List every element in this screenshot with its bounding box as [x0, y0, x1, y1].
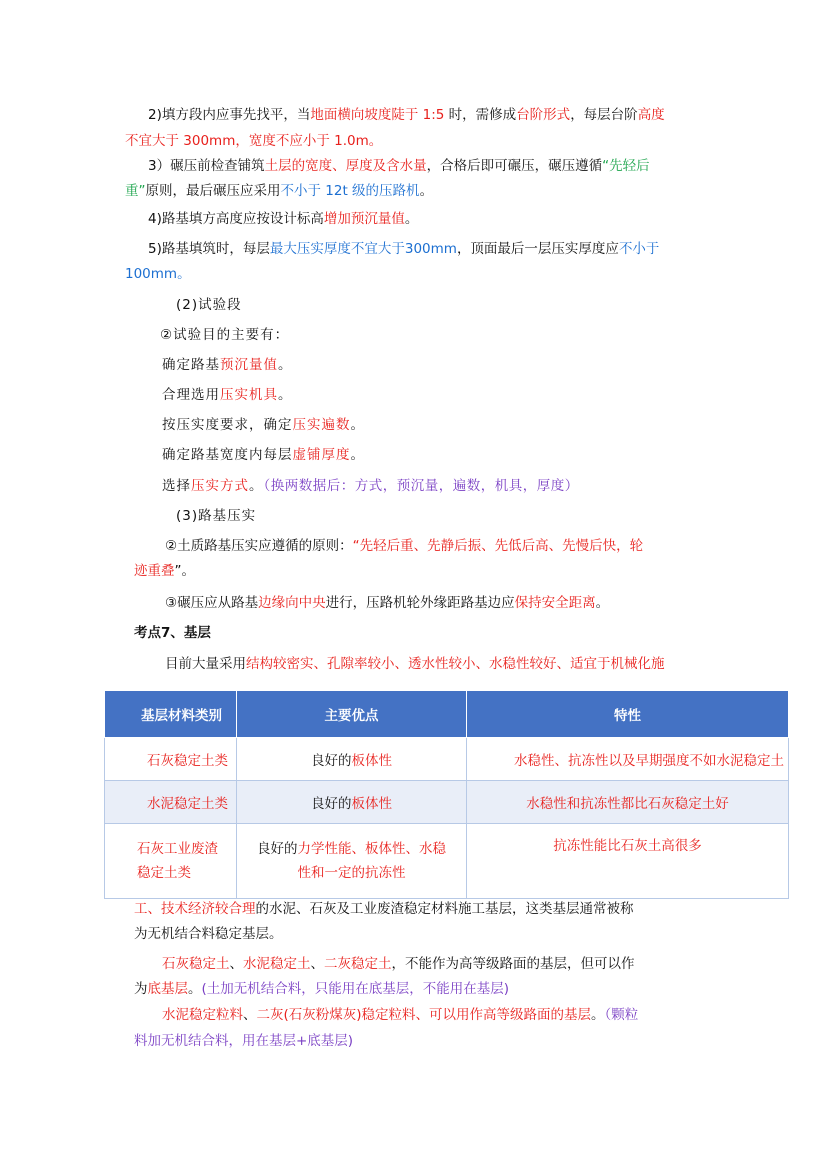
paragraph-compaction-check-line1: 3）碾压前检查铺筑土层的宽度、厚度及含水量，合格后即可碾压，碾压遵循“先轻后 [148, 158, 650, 174]
feature-cell: 水稳性、抗冻性以及早期强度不如水泥稳定土 [467, 738, 789, 781]
paragraph-inorganic-binder-line1: 工、技术经济较合理的水泥、石灰及工业废渣稳定材料施工基层，这类基层通常被称 [134, 901, 634, 917]
paragraph-fill-height: 4)路基填方高度应按设计标高增加预沉量值。 [148, 211, 419, 227]
paragraph-inorganic-binder-line2: 为无机结合料稳定基层。 [134, 926, 283, 942]
material-cell: 石灰稳定土类 [105, 738, 237, 781]
table-header-row [105, 691, 789, 738]
purpose-item-3: 按压实度要求，确定压实遍数。 [162, 417, 365, 433]
purpose-item-2: 合理选用压实机具。 [162, 387, 293, 403]
header-main-advantages: 主要优点 [237, 691, 467, 738]
heading-base-layer: 考点7、基层 [134, 625, 211, 641]
table-row [105, 738, 789, 781]
advantage-cell: 良好的力学性能、板体性、水稳 性和一定的抗冻性 [237, 824, 467, 899]
paragraph-fill-leveling-line2: 不宜大于 300mm，宽度不应小于 1.0m。 [125, 133, 383, 149]
material-cell: 石灰工业废渣 稳定土类 [105, 824, 237, 899]
section-heading-test-section: (2)试验段 [176, 297, 242, 313]
purpose-item-4: 确定路基宽度内每层虚铺厚度。 [162, 447, 365, 463]
advantage-cell: 良好的板体性 [237, 738, 467, 781]
feature-cell: 抗冻性能比石灰土高很多 [467, 824, 789, 899]
paragraph-base-intro: 目前大量采用结构较密实、孔隙率较小、透水性较小、水稳性较好、适宜于机械化施 [165, 656, 665, 672]
base-material-table [104, 690, 789, 899]
paragraph-rolling-direction: ③碾压应从路基边缘向中央进行，压路机轮外缘距路基边应保持安全距离。 [165, 595, 610, 611]
section-heading-compaction: (3)路基压实 [176, 508, 257, 524]
purpose-item-1: 确定路基预沉量值。 [162, 357, 293, 373]
advantage-cell: 良好的板体性 [237, 781, 467, 824]
paragraph-fill-leveling-line1: 2)填方段内应事先找平，当地面横向坡度陡于 1:5 时，需修成台阶形式，每层台阶高度 [148, 107, 665, 123]
header-material-type: 基层材料类别 [105, 691, 237, 738]
paragraph-compaction-principle-line2: 迹重叠”。 [134, 563, 195, 579]
paragraph-subbase-usage-line2: 为底基层。(土加无机结合料，只能用在底基层，不能用在基层) [134, 981, 510, 997]
test-purpose-intro: ②试验目的主要有： [160, 327, 290, 343]
paragraph-subbase-usage-line1: 石灰稳定土、水泥稳定土、二灰稳定土，不能作为高等级路面的基层，但可以作 [162, 956, 635, 972]
table-row [105, 824, 789, 899]
paragraph-granular-usage-line1: 水泥稳定粒料、二灰(石灰粉煤灰)稳定粒料、可以用作高等级路面的基层。（颗粒 [162, 1007, 639, 1023]
material-cell: 水泥稳定土类 [105, 781, 237, 824]
table-row [105, 781, 789, 824]
feature-cell: 水稳性和抗冻性都比石灰稳定土好 [467, 781, 789, 824]
purpose-item-5: 选择压实方式。（换两数据后：方式，预沉量，遍数，机具，厚度） [162, 478, 579, 494]
paragraph-compaction-principle-line1: ②土质路基压实应遵循的原则：“先轻后重、先静后振、先低后高、先慢后快，轮 [165, 538, 644, 554]
paragraph-compaction-check-line2: 重”原则，最后碾压应采用不小于 12t 级的压路机。 [125, 183, 434, 199]
paragraph-granular-usage-line2: 料加无机结合料，用在基层+底基层) [134, 1033, 354, 1049]
header-characteristics: 特性 [467, 691, 789, 738]
paragraph-layer-thickness-line2: 100mm。 [125, 266, 191, 282]
paragraph-layer-thickness-line1: 5)路基填筑时，每层最大压实厚度不宜大于300mm，顶面最后一层压实厚度应不小于 [148, 241, 660, 257]
